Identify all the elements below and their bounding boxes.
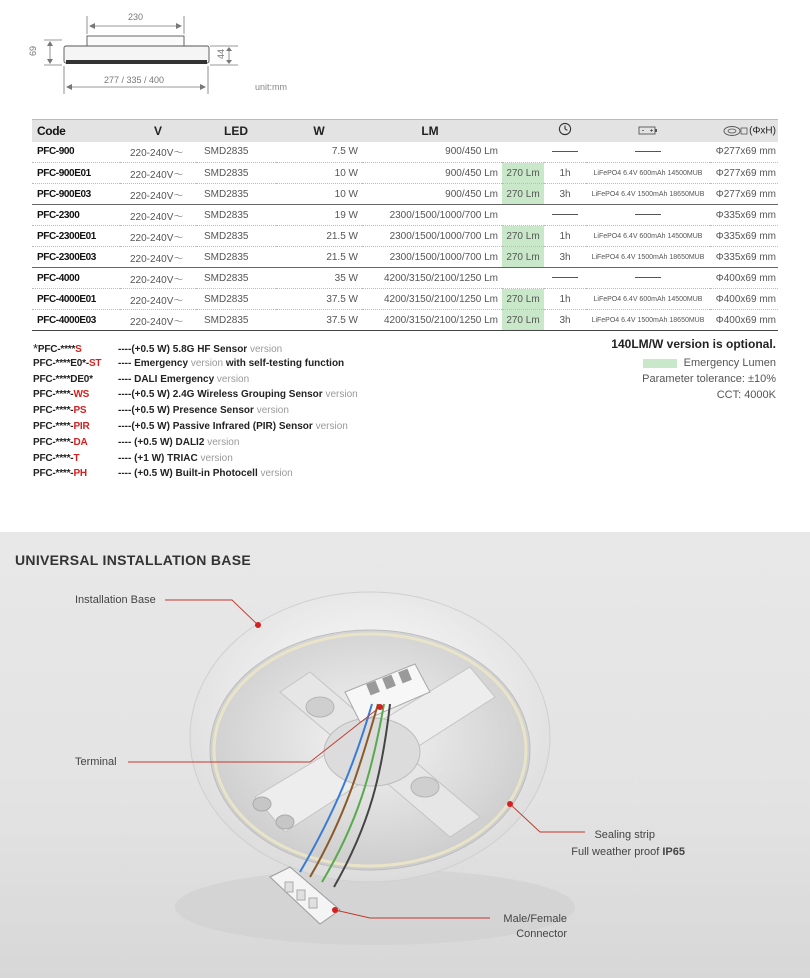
option-power: ---- [118, 357, 132, 369]
cell-watt: 7.5 W [276, 142, 362, 163]
option-desc: Presence Sensor [172, 405, 254, 417]
option-version: version [260, 468, 293, 480]
header-time [544, 120, 586, 142]
size-header-label: (ΦxH) [749, 125, 776, 137]
cell-size: Φ277x69 mm [710, 163, 778, 184]
cell-code: PFC-4000E01 [32, 289, 120, 310]
cell-voltage: 220-240V～ [120, 226, 196, 247]
dash [635, 277, 661, 278]
option-item [33, 435, 593, 451]
cell-lumen: 2300/1500/1000/700 Lm [362, 226, 502, 247]
cell-battery: LiFePO4 6.4V 1500mAh 18650MUB [586, 247, 710, 268]
cell-time: 3h [544, 184, 586, 205]
cell-watt: 10 W [276, 184, 362, 205]
cell-lumen: 900/450 Lm [362, 184, 502, 205]
table-row [32, 142, 778, 163]
cell-time [544, 268, 586, 289]
dash [552, 277, 578, 278]
option-prefix: PFC-****- [33, 452, 74, 464]
lamp-dimension-icon [723, 125, 749, 137]
bottom-width-label: 277 / 335 / 400 [104, 75, 165, 85]
cell-lumen: 2300/1500/1000/700 Lm [362, 247, 502, 268]
cell-code: PFC-900E01 [32, 163, 120, 184]
cell-lumen: 2300/1500/1000/700 Lm [362, 205, 502, 226]
table-row [32, 184, 778, 205]
option-desc: DALI Emergency [134, 373, 215, 385]
option-version: version [200, 452, 233, 464]
cell-lumen: 4200/3150/2100/1250 Lm [362, 289, 502, 310]
header-watt: W [276, 120, 362, 142]
option-version: version [216, 373, 250, 385]
option-power: ----(+0.5 W) [118, 344, 170, 355]
option-power: ---- [118, 373, 135, 385]
cell-time [544, 205, 586, 226]
connector-label-2: Connector [516, 928, 567, 940]
table-row [32, 205, 778, 226]
cell-voltage: 220-240V～ [120, 268, 196, 289]
header-lumen: LM [362, 120, 502, 142]
connector-callout [503, 912, 567, 942]
cell-emergency-lumen: 270 Lm [502, 310, 544, 331]
option-code [33, 356, 118, 372]
cell-led: SMD2835 [196, 142, 276, 163]
cell-led: SMD2835 [196, 163, 276, 184]
option-suffix: PIR [73, 420, 90, 432]
table-row [32, 163, 778, 184]
option-prefix: PFC-****- [33, 436, 74, 448]
cell-code: PFC-2300E01 [32, 226, 120, 247]
option-prefix: PFC-****- [33, 468, 74, 480]
cell-voltage: 220-240V～ [120, 205, 196, 226]
header-led: LED [196, 120, 276, 142]
cell-watt: 35 W [276, 268, 362, 289]
option-item [33, 419, 593, 435]
cell-voltage: 220-240V～ [120, 142, 196, 163]
cell-voltage: 220-240V～ [120, 247, 196, 268]
cell-lumen: 900/450 Lm [362, 142, 502, 163]
terminal-callout: Terminal [75, 756, 117, 768]
cell-watt: 21.5 W [276, 226, 362, 247]
option-power: ----(+0.5 W) [118, 420, 170, 432]
option-version: version [207, 436, 240, 448]
option-version: version [256, 405, 289, 417]
dash [552, 151, 578, 152]
cell-time: 3h [544, 247, 586, 268]
connector-label-1: Male/Female [503, 913, 567, 925]
header-voltage: V [120, 120, 196, 142]
cell-time: 3h [544, 310, 586, 331]
cell-battery [586, 142, 710, 163]
option-item [33, 466, 593, 482]
option-suffix: WS [73, 389, 90, 401]
cct-note: CCT: 4000K [716, 389, 776, 401]
cell-battery: LiFePO4 6.4V 1500mAh 18650MUB [586, 184, 710, 205]
option-suffix: ST [88, 357, 102, 369]
option-code [33, 419, 118, 435]
outer-height-label: 69 [28, 45, 39, 57]
cell-emergency-lumen [502, 142, 544, 163]
installation-section [0, 532, 810, 978]
table-row [32, 289, 778, 310]
option-prefix: PFC-****DE0* [33, 373, 93, 385]
option-item [33, 403, 593, 419]
cell-size: Φ335x69 mm [710, 226, 778, 247]
option-suffix: PH [73, 468, 87, 480]
option-power: ----(+0.5 W) [118, 405, 170, 417]
header-emergency-lumen [502, 120, 544, 142]
cell-code: PFC-4000E03 [32, 310, 120, 331]
cell-code: PFC-900 [32, 142, 120, 163]
cell-size: Φ277x69 mm [710, 184, 778, 205]
cell-emergency-lumen [502, 268, 544, 289]
cell-watt: 37.5 W [276, 289, 362, 310]
header-size [710, 120, 778, 142]
cell-led: SMD2835 [196, 289, 276, 310]
table-row [32, 310, 778, 331]
option-desc: DALI2 [175, 436, 205, 448]
cell-emergency-lumen: 270 Lm [502, 226, 544, 247]
tolerance-note: Parameter tolerance: ±10% [642, 373, 776, 385]
weather-proof-label: Full weather proof [571, 846, 660, 858]
option-code [33, 466, 118, 482]
option-desc: Passive Infrared (PIR) Sensor [172, 420, 313, 432]
optional-version-note: 140LM/W version is optional. [611, 337, 776, 351]
cell-battery: LiFePO4 6.4V 600mAh 14500MUB [586, 226, 710, 247]
cell-size: Φ400x69 mm [710, 289, 778, 310]
cell-watt: 21.5 W [276, 247, 362, 268]
cell-voltage: 220-240V～ [120, 289, 196, 310]
installation-title: UNIVERSAL INSTALLATION BASE [15, 552, 251, 568]
cell-battery [586, 268, 710, 289]
cell-led: SMD2835 [196, 184, 276, 205]
option-version: version [325, 389, 358, 401]
battery-icon [638, 125, 658, 135]
installation-base-callout: Installation Base [75, 594, 156, 606]
cell-size: Φ335x69 mm [710, 205, 778, 226]
cell-emergency-lumen [502, 205, 544, 226]
cell-voltage: 220-240V～ [120, 310, 196, 331]
dash [552, 214, 578, 215]
clock-icon [558, 122, 572, 136]
weather-proof-callout [571, 845, 685, 860]
table-row [32, 268, 778, 289]
dimension-drawing [0, 0, 810, 110]
option-version: version [190, 357, 224, 369]
cell-time: 1h [544, 226, 586, 247]
option-code [33, 435, 118, 451]
cell-led: SMD2835 [196, 226, 276, 247]
cell-size: Φ335x69 mm [710, 247, 778, 268]
option-desc: Built-in Photocell [175, 468, 258, 480]
body-height-label: 44 [216, 48, 227, 60]
table-row [32, 226, 778, 247]
table-row [32, 247, 778, 268]
option-code [33, 451, 118, 467]
dash [635, 151, 661, 152]
cell-size: Φ277x69 mm [710, 142, 778, 163]
table-header-row [32, 120, 778, 142]
cell-code: PFC-4000 [32, 268, 120, 289]
cell-lumen: 4200/3150/2100/1250 Lm [362, 268, 502, 289]
cell-lumen: 900/450 Lm [362, 163, 502, 184]
cell-battery: LiFePO4 6.4V 600mAh 14500MUB [586, 163, 710, 184]
cell-watt: 19 W [276, 205, 362, 226]
option-power: ----(+0.5 W) [118, 389, 170, 401]
cell-battery: LiFePO4 6.4V 1500mAh 18650MUB [586, 310, 710, 331]
spec-table [32, 119, 778, 331]
emergency-lumen-legend [476, 355, 776, 371]
cell-time: 1h [544, 289, 586, 310]
cell-led: SMD2835 [196, 205, 276, 226]
header-battery [586, 120, 710, 142]
cell-size: Φ400x69 mm [710, 310, 778, 331]
cell-watt: 37.5 W [276, 310, 362, 331]
option-desc: TRIAC [167, 452, 198, 464]
cell-code: PFC-900E03 [32, 184, 120, 205]
unit-label: unit:mm [255, 82, 288, 92]
option-power: ---- (+0.5 W) [118, 468, 173, 480]
cell-battery [586, 205, 710, 226]
cell-time [544, 142, 586, 163]
emergency-swatch [643, 359, 677, 368]
cell-voltage: 220-240V～ [120, 163, 196, 184]
dimension-drawing-svg [0, 0, 810, 110]
option-code [33, 372, 118, 388]
option-prefix: PFC-**** [37, 344, 76, 355]
option-prefix: PFC-****- [33, 420, 74, 432]
cell-led: SMD2835 [196, 268, 276, 289]
cell-led: SMD2835 [196, 310, 276, 331]
option-power: ---- (+0.5 W) [118, 436, 173, 448]
header-code: Code [32, 120, 120, 142]
option-code [33, 403, 118, 419]
option-suffix: PS [73, 405, 87, 417]
cell-led: SMD2835 [196, 247, 276, 268]
top-width-label: 230 [128, 12, 144, 22]
cell-lumen: 4200/3150/2100/1250 Lm [362, 310, 502, 331]
cell-size: Φ400x69 mm [710, 268, 778, 289]
option-prefix: PFC-****- [33, 405, 74, 417]
cell-time: 1h [544, 163, 586, 184]
cell-code: PFC-2300E03 [32, 247, 120, 268]
spec-table-body [32, 142, 778, 331]
cell-code: PFC-2300 [32, 205, 120, 226]
ip-rating: IP65 [662, 846, 685, 858]
dash [635, 214, 661, 215]
option-code [33, 387, 118, 403]
option-prefix: PFC-****E0*- [33, 357, 89, 369]
sealing-strip-callout [594, 828, 655, 843]
cell-emergency-lumen: 270 Lm [502, 289, 544, 310]
option-desc-2: with self-testing function [225, 357, 345, 369]
option-desc: Emergency [134, 357, 189, 369]
cell-watt: 10 W [276, 163, 362, 184]
option-desc: 2.4G Wireless Grouping Sensor [172, 389, 323, 401]
cell-emergency-lumen: 270 Lm [502, 247, 544, 268]
cell-emergency-lumen: 270 Lm [502, 184, 544, 205]
cell-battery: LiFePO4 6.4V 600mAh 14500MUB [586, 289, 710, 310]
option-version: version [315, 420, 348, 432]
cell-emergency-lumen: 270 Lm [502, 163, 544, 184]
option-suffix: S [75, 344, 82, 355]
asterisk: * [33, 341, 38, 356]
option-item [33, 451, 593, 467]
option-desc: 5.8G HF Sensor [172, 344, 248, 355]
option-power: ---- (+1 W) [118, 452, 165, 464]
notes [476, 337, 776, 403]
option-version: version [249, 344, 283, 355]
legend-label: Emergency Lumen [683, 357, 776, 369]
sealing-strip-label: Sealing strip [594, 829, 655, 841]
option-suffix: DA [73, 436, 88, 448]
option-prefix: PFC-****- [33, 389, 74, 401]
cell-voltage: 220-240V～ [120, 184, 196, 205]
option-suffix: T [73, 452, 80, 464]
